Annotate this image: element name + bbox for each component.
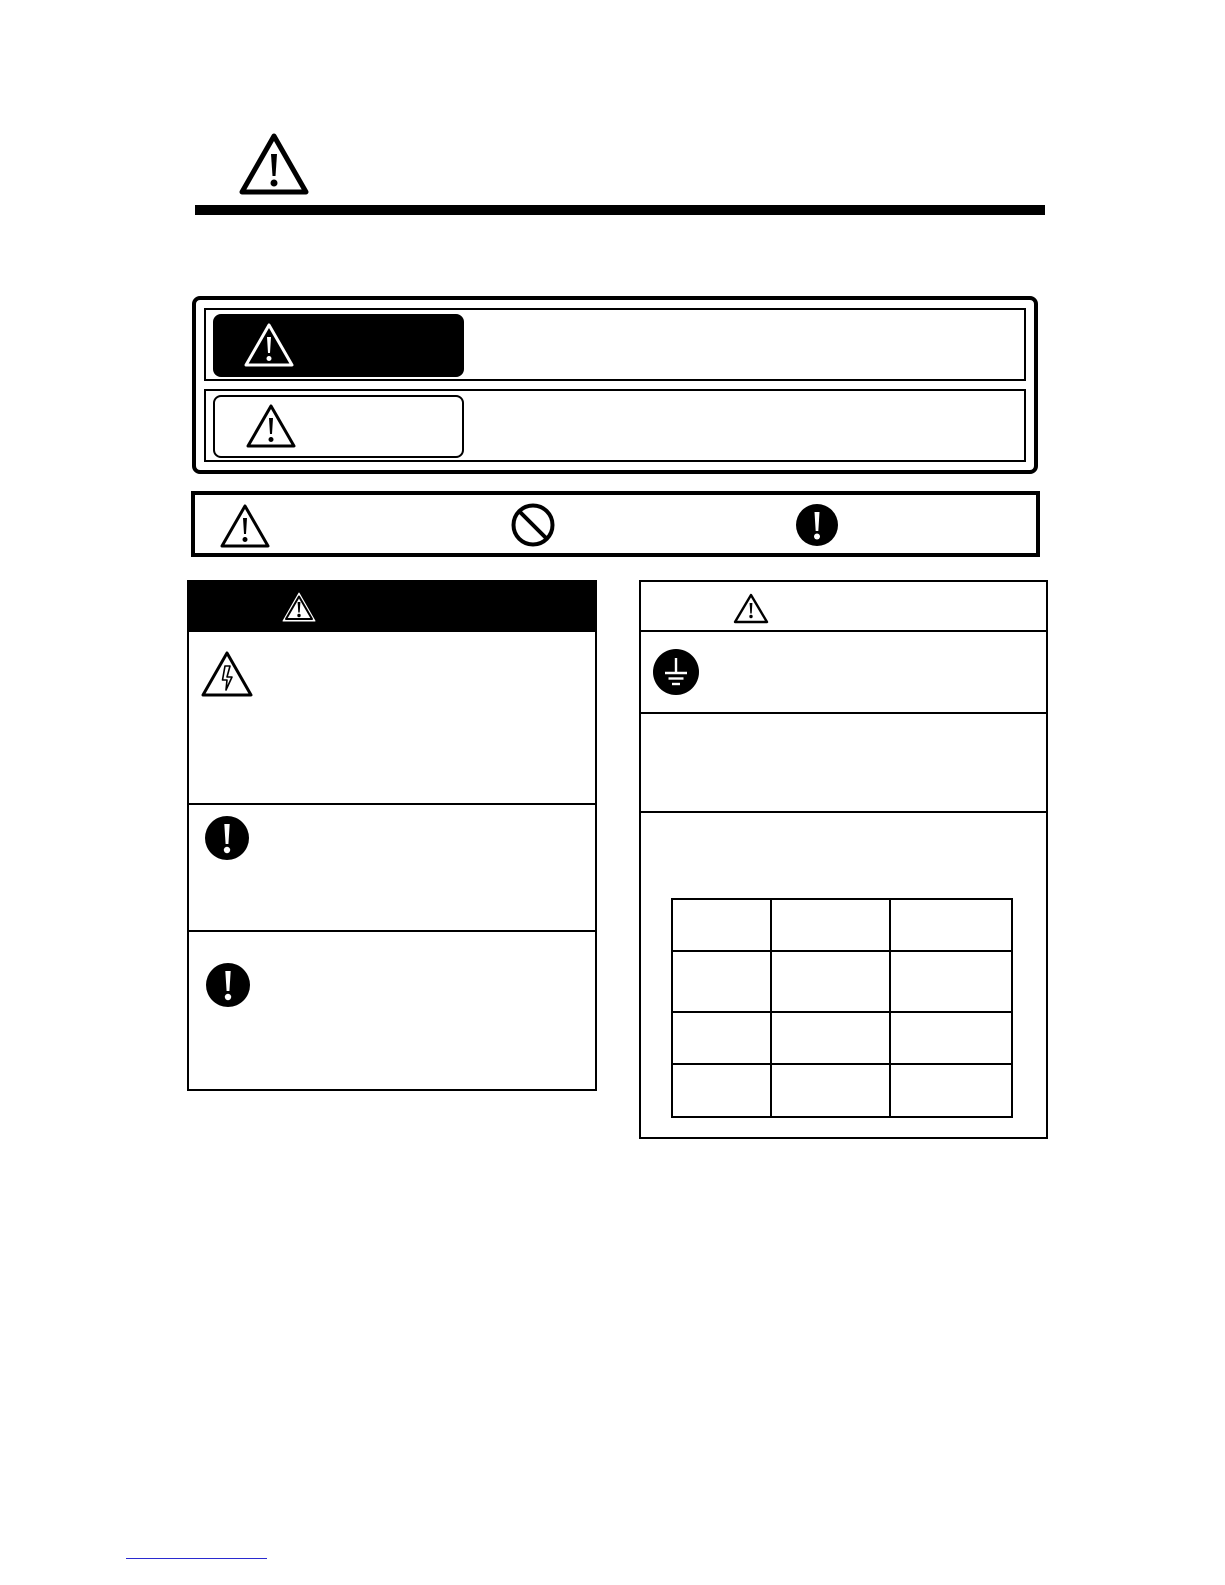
- divider: [641, 811, 1046, 813]
- legend-row-warning: [204, 308, 1026, 381]
- mandatory-action-icon: [795, 503, 839, 547]
- footer-link-underline[interactable]: [126, 1558, 267, 1559]
- divider: [641, 712, 1046, 714]
- divider: [189, 803, 595, 805]
- divider: [189, 930, 595, 932]
- warning-label-box: [213, 314, 464, 377]
- caution-panel: [639, 580, 1048, 1139]
- warning-triangle-icon: [243, 322, 295, 368]
- mandatory-action-icon: [205, 962, 251, 1008]
- header-rule: [195, 205, 1045, 215]
- table-row-line: [673, 950, 1011, 952]
- electric-shock-icon: [200, 650, 254, 698]
- legend-row-caution: [204, 389, 1026, 462]
- warning-triangle-icon: [733, 592, 769, 624]
- table-column-line: [770, 900, 772, 1116]
- warning-panel: [187, 580, 597, 1091]
- warning-panel-header: [189, 582, 595, 632]
- ground-icon: [652, 648, 700, 696]
- table-row-line: [673, 1011, 1011, 1013]
- warning-triangle-icon: [281, 591, 317, 623]
- table-column-line: [889, 900, 891, 1116]
- signal-word-legend: [192, 296, 1038, 474]
- warning-triangle-icon: [245, 403, 297, 449]
- warning-triangle-icon: [219, 503, 271, 549]
- header-warning-icon: [238, 132, 310, 196]
- caution-panel-header: [641, 582, 1046, 632]
- caution-label-box: [213, 395, 464, 458]
- mandatory-action-icon: [204, 815, 250, 861]
- prohibition-icon: [510, 502, 556, 548]
- table-row-line: [673, 1063, 1011, 1065]
- symbol-legend-bar: [191, 491, 1040, 557]
- spec-table: [671, 898, 1013, 1118]
